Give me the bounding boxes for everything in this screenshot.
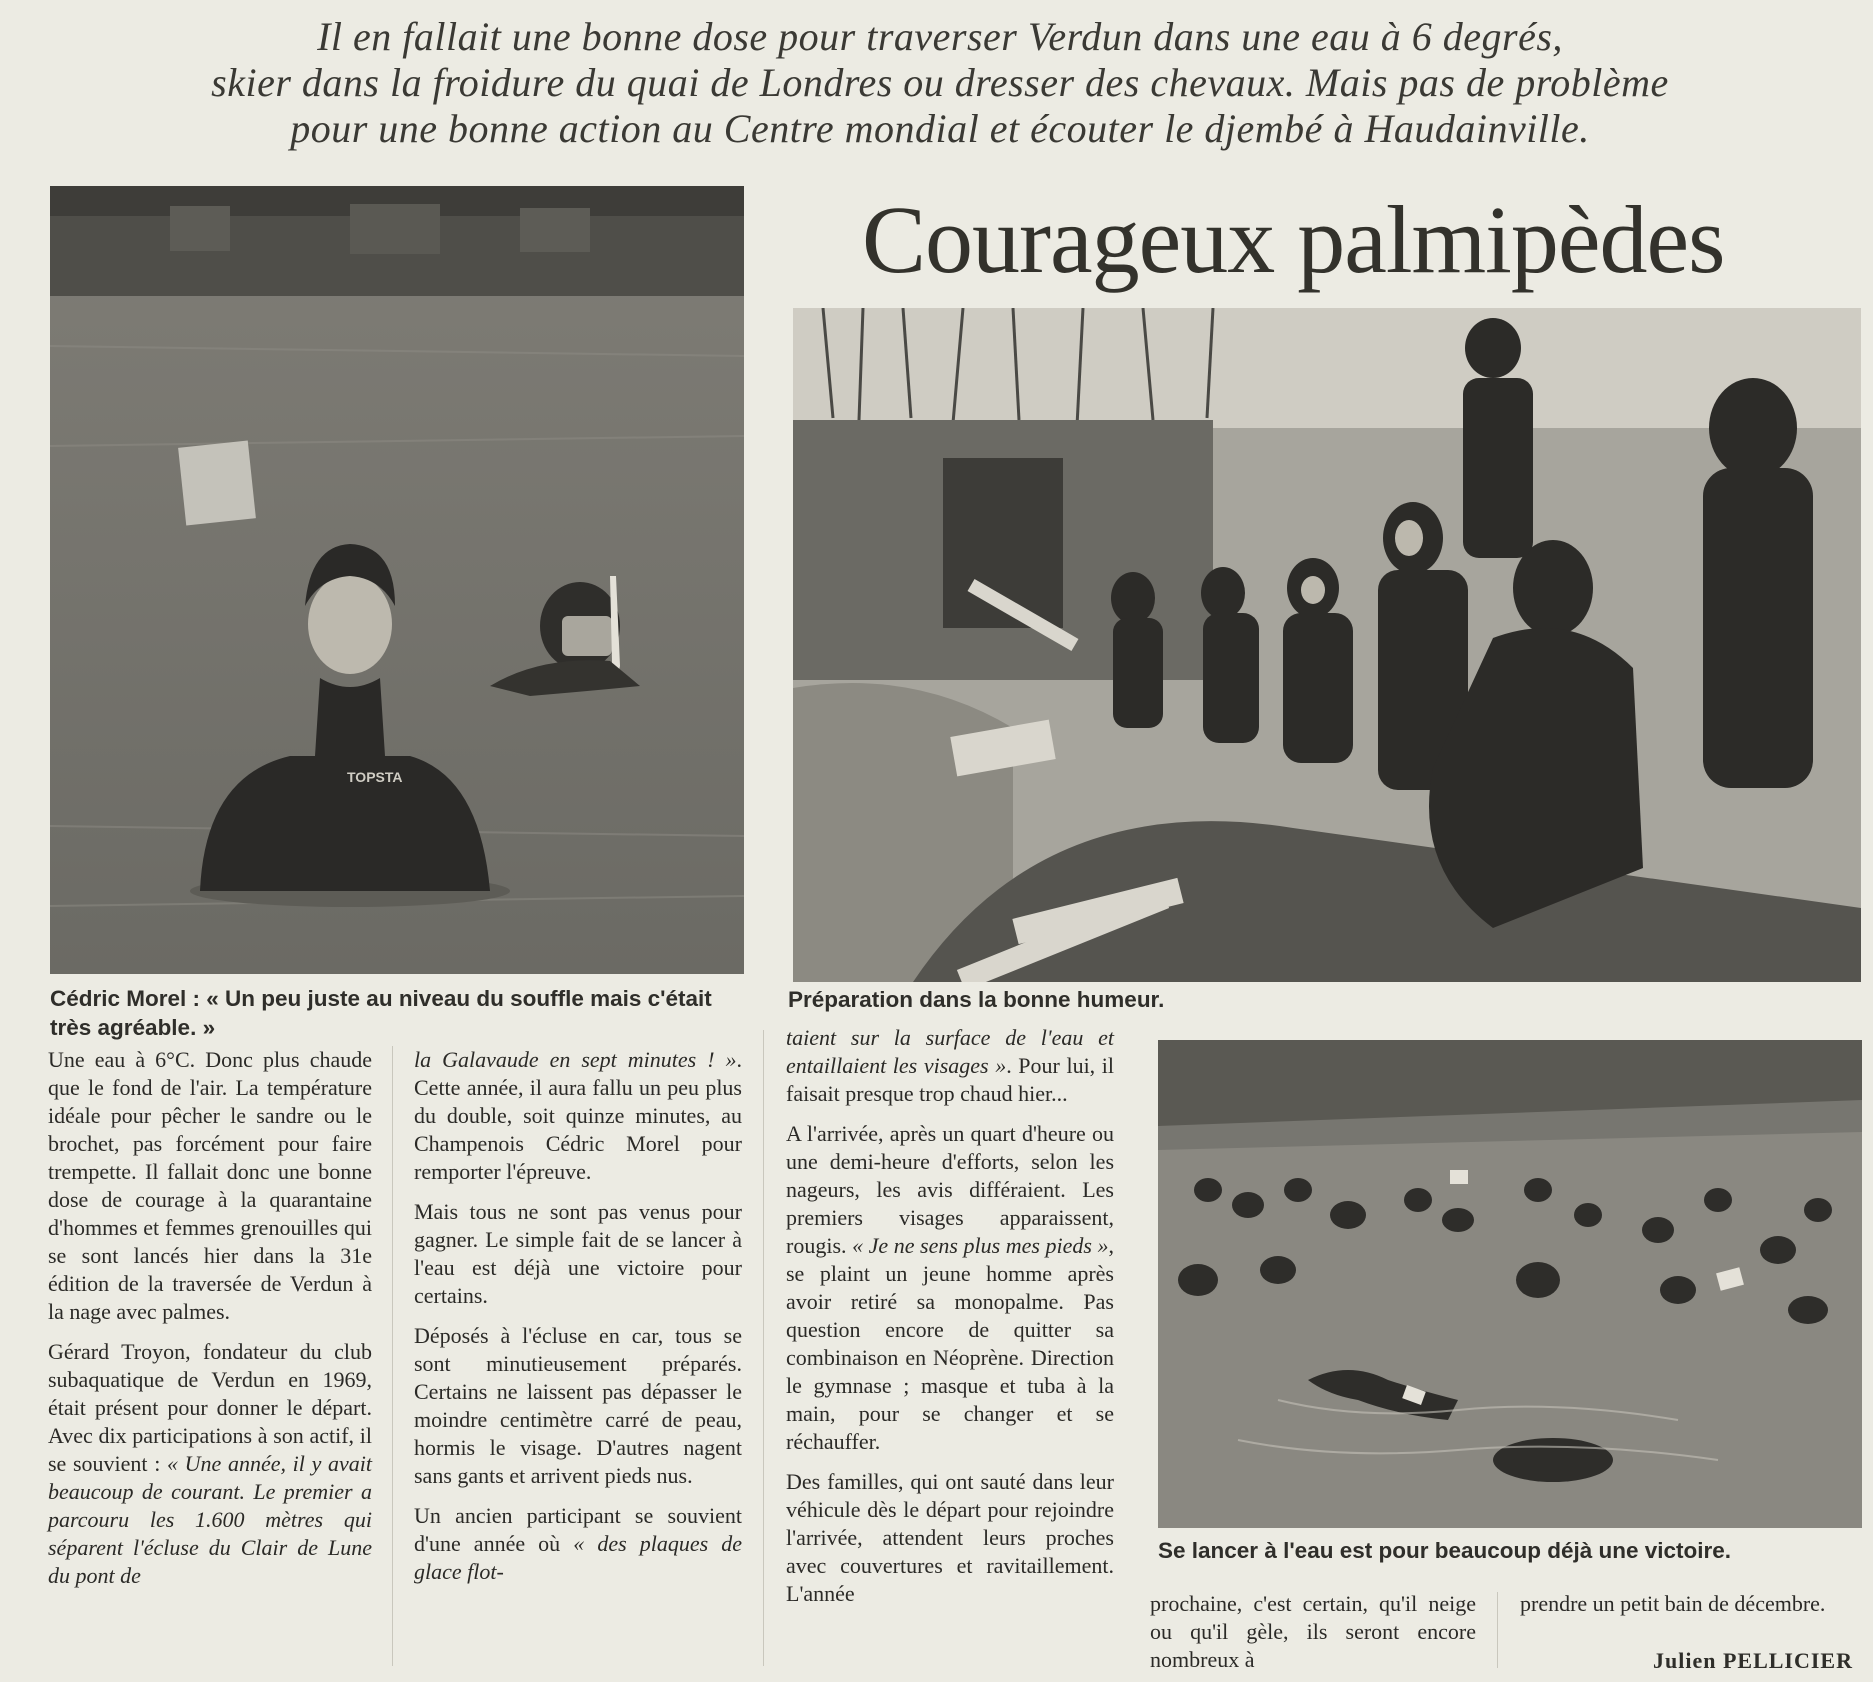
article-column-4: [1150, 1590, 1476, 1674]
col2-quote: la Galavaude en sept minutes ! »: [414, 1047, 737, 1072]
col1-paragraph-2: [48, 1338, 372, 1590]
photo-swimmers: [1158, 1040, 1862, 1528]
article-column-1: [48, 1046, 372, 1590]
byline-last-name: PELLICIER: [1722, 1648, 1853, 1673]
photo-preparation: [793, 308, 1861, 982]
col5-paragraph: prendre un petit bain de décembre.: [1520, 1591, 1826, 1616]
wetsuit-logo-text: TOPSTA: [347, 769, 403, 785]
col1-paragraph-1: Une eau à 6°C. Donc plus chaude que le fond de l'air. La température idéale pour pêcher le sandre ou le brochet, pas forcément pour faire trempette. Il fallait donc une bonne dose de courage à la quarantaine d'hommes et femmes grenouilles qui se sont lancés hier dans la 31e édition de la traversée de Verdun à la nage avec palmes.: [48, 1047, 372, 1324]
col1-paragraph-2-text: Gérard Troyon, fondateur du club subaquatique de Verdun en 1969, était présent pour donner le départ. Avec dix participations à son actif, il se souvient :: [48, 1339, 372, 1476]
col3-quote: taient sur la surface de l'eau et entaillaient les visages »: [786, 1025, 1114, 1078]
byline-first-name: Julien: [1652, 1648, 1717, 1673]
col2-paragraph-1: [414, 1046, 742, 1186]
col2-paragraph-2: Mais tous ne sont pas venus pour gagner. Le simple fait de se lancer à l'eau est déjà une victoire pour certains.: [414, 1199, 742, 1308]
col1-quote: « Une année, il y avait beaucoup de courant. Le premier a parcouru les 1.600 mètres qui séparent l'écluse du Clair de Lune du pont de: [48, 1451, 372, 1588]
column-rule: [1497, 1592, 1498, 1668]
caption-cedric-morel: Cédric Morel : « Un peu juste au niveau du souffle mais c'était très agréable. »: [50, 986, 712, 1040]
photo-cedric-morel: [50, 186, 744, 974]
col2-paragraph-1-text: . Cette année, il aura fallu un peu plus du double, soit quinze minutes, au Champenois Cédric Morel pour remporter l'épreuve.: [414, 1047, 742, 1184]
lede: [40, 14, 1840, 152]
lede-line-2: skier dans la froidure du quai de Londres ou dresser des chevaux. Mais pas de problème: [211, 60, 1669, 105]
column-rule: [392, 1046, 393, 1666]
byline: [1653, 1648, 1853, 1674]
column-rule: [763, 1030, 764, 1666]
col4-paragraph: prochaine, c'est certain, qu'il neige ou qu'il gèle, ils seront encore nombreux à: [1150, 1591, 1476, 1672]
col2-paragraph-3: Déposés à l'écluse en car, tous se sont minutieusement préparés. Certains ne laissent pas dépasser le moindre centimètre carré de peau, hormis le visage. D'autres nagent sans gants et arrivent pieds nus.: [414, 1323, 742, 1488]
caption-preparation: Préparation dans la bonne humeur.: [788, 987, 1165, 1012]
col3-quote-2: « Je ne sens plus mes pieds »: [852, 1233, 1109, 1258]
caption-swimmers: Se lancer à l'eau est pour beaucoup déjà une victoire.: [1158, 1538, 1732, 1563]
article-column-2: [414, 1046, 742, 1586]
col3-paragraph-1-text: . Pour lui, il faisait presque trop chaud hier...: [786, 1053, 1115, 1106]
headline: Courageux palmipèdes: [862, 186, 1725, 293]
col3-paragraph-1: [786, 1024, 1114, 1108]
col3-paragraph-2-text-b: , se plaint un jeune homme après avoir retiré sa monopalme. Pas question encore de quitter sa combinaison en Néoprène. Direction le gymnase ; masque et tuba à la main, pour se changer et se réchauffer.: [786, 1233, 1114, 1454]
col2-paragraph-4-text: Un ancien participant se souvient d'une année où: [414, 1503, 742, 1556]
article-column-3: [786, 1024, 1114, 1608]
col3-paragraph-2: [786, 1120, 1114, 1456]
lede-line-1: Il en fallait une bonne dose pour traverser Verdun dans une eau à 6 degrés,: [317, 14, 1563, 59]
lede-line-3: pour une bonne action au Centre mondial et écouter le djembé à Haudainville.: [290, 106, 1590, 151]
col2-paragraph-4: [414, 1502, 742, 1586]
col2-quote-2: « des plaques de glace flot-: [414, 1531, 742, 1584]
col3-paragraph-2-text-a: A l'arrivée, après un quart d'heure ou une demi-heure d'efforts, selon les nageurs, les avis différaient. Les premiers visages apparaissent, rougis.: [786, 1121, 1114, 1258]
col3-paragraph-3: Des familles, qui ont sauté dans leur véhicule dès le départ pour rejoindre l'arrivée, attendent leurs proches avec couvertures et ravitaillement. L'année: [786, 1469, 1114, 1606]
article-column-5: [1520, 1590, 1842, 1618]
